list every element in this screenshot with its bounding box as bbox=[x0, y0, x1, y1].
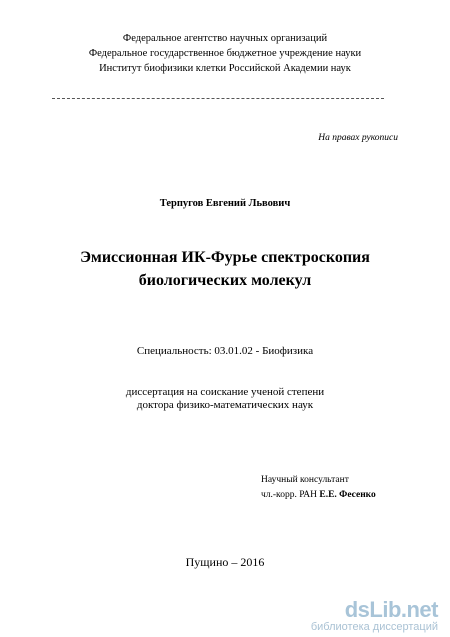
title-line-1: Эмиссионная ИК-Фурье спектроскопия bbox=[80, 249, 370, 266]
degree-line-1: диссертация на соискание ученой степени bbox=[125, 386, 325, 398]
consultant-prefix: чл.-корр. РАН bbox=[261, 490, 317, 500]
consultant-fullname: Е.Е. Фесенко bbox=[319, 490, 376, 500]
consultant-name bbox=[261, 490, 376, 500]
watermark bbox=[311, 599, 438, 633]
degree-line-2: доктора физико-математических наук bbox=[136, 399, 314, 411]
title-line-2: биологических молекул bbox=[138, 272, 312, 289]
watermark-caption: библиотека диссертаций bbox=[310, 621, 438, 633]
author-name: Терпугов Евгений Львович bbox=[159, 198, 291, 209]
org-line-3: Институт биофизики клетки Российской Академии наук bbox=[99, 63, 351, 74]
consultant-label: Научный консультант bbox=[261, 475, 349, 485]
rights-note: На правах рукописи bbox=[318, 133, 398, 143]
specialty: Специальность: 03.01.02 - Биофизика bbox=[136, 345, 314, 357]
org-line-1: Федеральное агентство научных организаций bbox=[122, 33, 328, 44]
dashed-divider bbox=[52, 98, 384, 99]
org-line-2: Федеральное государственное бюджетное учреждение науки bbox=[88, 48, 362, 59]
watermark-logo: dsLib.net bbox=[344, 597, 438, 622]
place-year: Пущино – 2016 bbox=[185, 555, 265, 569]
